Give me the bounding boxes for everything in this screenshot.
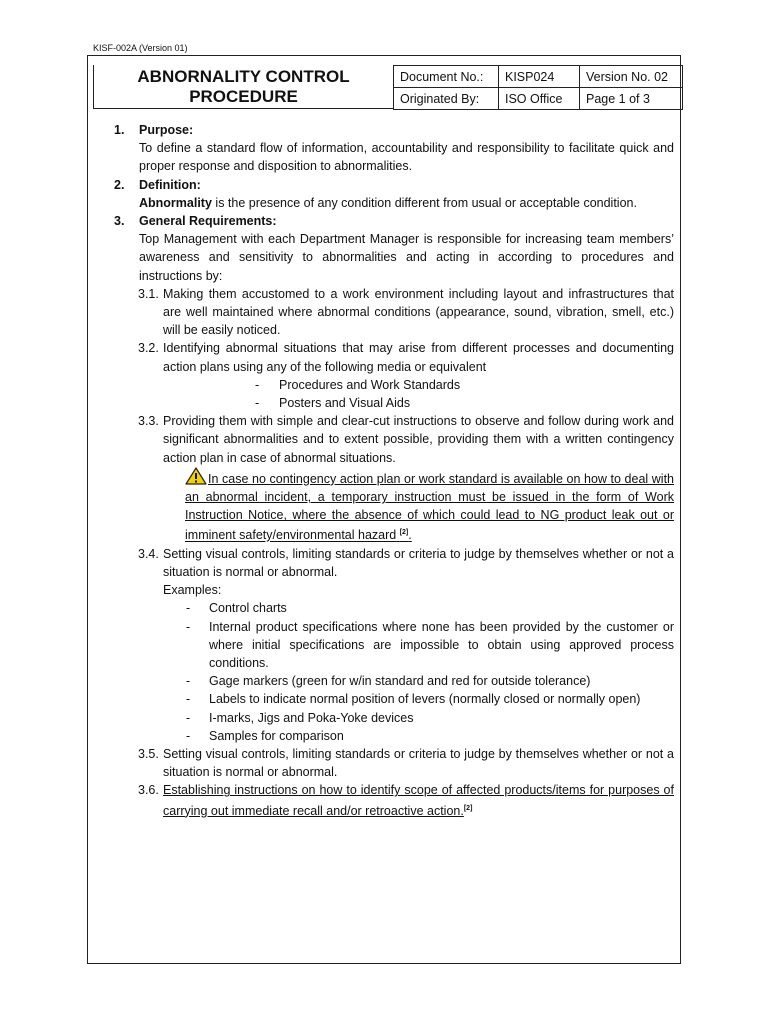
media-list-item	[114, 394, 674, 412]
warning-note-text: In case no contingency action plan or work standard is available on how to deal with an abnormal incident, a temporary instruction must be issued in the form of Work Instruction Notice, where the absence of which could lead to NG product leak out or imminent safety/environmental hazard	[185, 471, 674, 543]
media-list-item	[114, 376, 674, 394]
requirement-item	[114, 545, 674, 581]
requirement-item	[114, 745, 674, 781]
item-text: Setting visual controls, limiting standards or criteria to judge by themselves whether or not a situation is normal or abnormal.	[163, 546, 674, 580]
example-text: Gage markers (green for w/in standard and red for outside tolerance)	[209, 674, 591, 689]
section-title: Definition:	[139, 177, 201, 192]
warning-note: In case no contingency action plan or work standard is available on how to deal with an abnormal incident, a temporary instruction must be issued in the form of Work Instruction Notice, where the absence of which could lead to NG product leak out or imminent safety/environmental hazard [2].	[114, 467, 674, 545]
example-item	[114, 672, 674, 690]
reference-mark: [2]	[463, 804, 473, 812]
section-number: 1.	[114, 123, 125, 137]
section-number: 2.	[114, 177, 125, 192]
section-number: 3.	[114, 214, 125, 229]
reference-mark: [2]	[399, 529, 409, 537]
form-code: KISF-002A (Version 01)	[93, 43, 188, 53]
doc-no-value: KISP024	[499, 66, 580, 88]
originated-by-label: Originated By:	[394, 88, 499, 110]
item-number: 3.6.	[138, 783, 159, 798]
doc-no-label: Document No.:	[394, 66, 499, 88]
item-number: 3.5.	[138, 747, 159, 762]
example-item	[114, 690, 674, 708]
document-title	[93, 65, 393, 109]
example-text: I-marks, Jigs and Poka-Yoke devices	[209, 710, 414, 725]
dash-bullet: -	[186, 710, 191, 725]
section-title: Purpose:	[139, 123, 194, 137]
general-requirements-intro: Top Management with each Department Manager is responsible for increasing team members’ awareness and sensitivity to abnormalities and acting in according to procedures and instructions by:	[139, 232, 674, 283]
definition-term: Abnormality	[139, 195, 212, 210]
section-heading-purpose	[114, 121, 674, 139]
purpose-text: To define a standard flow of information, accountability and responsibility to facilitate quick and proper response and disposition to abnormalities.	[139, 141, 674, 174]
item-text: Providing them with simple and clear-cut instructions to observe and follow during work and significant abnormalities and to extent possible, providing them with a written contingency action plan in case of abnormal situations.	[163, 414, 674, 465]
definition-body: is the presence of any condition different from usual or acceptable condition.	[211, 195, 637, 210]
item-text: Identifying abnormal situations that may arise from different processes and documenting action plans using any of the following media or equivalent	[163, 341, 674, 374]
section-heading-general-requirements	[114, 212, 674, 230]
requirement-item	[114, 285, 674, 340]
example-item	[114, 727, 674, 745]
dash-bullet: -	[186, 601, 191, 616]
item-number: 3.3.	[138, 414, 159, 429]
originated-by-value: ISO Office	[499, 88, 580, 110]
example-text: Internal product specifications where none has been provided by the customer or where initial specifications are impossible to obtain using approved process conditions.	[209, 619, 674, 671]
item-number: 3.1.	[138, 286, 159, 301]
section-heading-definition	[114, 176, 674, 194]
media-list-text: Posters and Visual Aids	[279, 396, 411, 411]
dash-bullet: -	[255, 377, 260, 392]
warning-triangle-icon	[185, 467, 207, 485]
requirement-item	[114, 781, 674, 820]
title-line-1: ABNORNALITY CONTROL	[137, 66, 350, 86]
item-text: Setting visual controls, limiting standards or criteria to judge by themselves whether or not a situation is normal or abnormal.	[163, 747, 674, 780]
requirement-item	[114, 412, 674, 467]
example-text: Samples for comparison	[209, 728, 344, 743]
example-item	[114, 709, 674, 727]
dash-bullet: -	[255, 396, 260, 411]
example-item	[114, 599, 674, 617]
title-line-2: PROCEDURE	[189, 86, 298, 106]
version-number: Version No. 02	[580, 66, 683, 88]
dash-bullet: -	[186, 674, 191, 689]
definition-text	[114, 194, 674, 212]
page-number: Page 1 of 3	[580, 88, 683, 110]
example-text: Control charts	[209, 601, 287, 616]
examples-label: Examples:	[163, 583, 222, 598]
section-title: General Requirements:	[139, 214, 277, 229]
dash-bullet: -	[186, 692, 191, 707]
dash-bullet: -	[186, 728, 191, 743]
dash-bullet: -	[186, 619, 191, 634]
item-number: 3.2.	[138, 341, 159, 356]
example-item	[114, 618, 674, 673]
document-header-table	[393, 65, 683, 110]
item-number: 3.4.	[138, 546, 159, 561]
item-text: Establishing instructions on how to identify scope of affected products/items for purposes of carrying out immediate recall and/or retroactive action.	[163, 783, 674, 818]
item-text: Making them accustomed to a work environment including layout and infrastructures that are well maintained where abnormal conditions (appearance, sound, vibration, smell, etc.) will be easily noticed.	[163, 286, 674, 338]
requirement-item	[114, 339, 674, 375]
document-body	[114, 121, 674, 820]
media-list-text: Procedures and Work Standards	[279, 377, 461, 392]
example-text: Labels to indicate normal position of levers (normally closed or normally open)	[209, 692, 641, 707]
